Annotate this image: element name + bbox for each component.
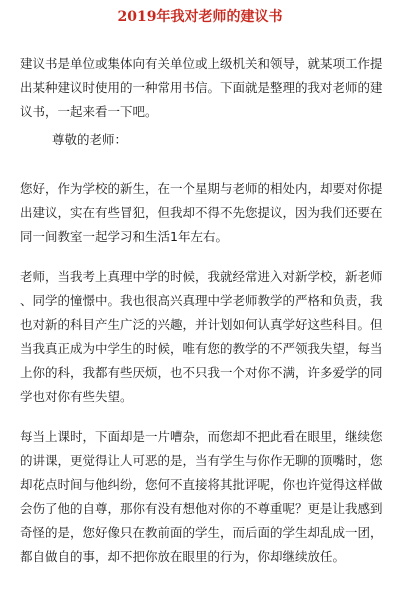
text-line: 您好，作为学校的新生，在一个星期与老师的相处内，却要对你提: [20, 181, 383, 196]
text-line: 出某种建议时使用的一种常用书信。下面就是整理的我对老师的建: [20, 80, 383, 95]
text-line: 、同学的憧憬中。我也很高兴真理中学老师教学的严格和负责，我: [20, 293, 383, 308]
text-line: 的讲课，更觉得让人可恶的是，当有学生与你作无聊的顶嘴时，您: [20, 453, 383, 468]
text-line: 每当上课时，下面却是一片嘈杂，而您却不把此看在眼里，继续您: [20, 429, 383, 444]
text-line: 老师，当我考上真理中学的时候，我就经常进入对新学校，新老师: [20, 269, 383, 284]
text-line: 尊敬的老师：: [52, 132, 128, 147]
text-line: 出建议，实在有些冒犯，但我却不得不先您提议，因为我们还要在: [20, 205, 383, 220]
text-line: 会伤了他的自尊，那你有没有想他对你的不尊重呢？更是让我感到: [20, 501, 383, 516]
text-line: 同一间教室一起学习和生活1年左右。: [20, 229, 228, 244]
text-line: 却花点时间与他纠纷，您何不直接将其批评呢，你也许觉得这样做: [20, 477, 383, 492]
text-line: 也对新的科目产生广泛的兴趣，并计划如何认真学好这些科目。但: [20, 317, 383, 332]
text-line: 学也对你有些失望。: [20, 389, 133, 404]
body-paragraph-3: [20, 425, 382, 569]
document-title: 2019年我对老师的建议书: [117, 9, 283, 25]
text-line: 都自做自的事，却不把你放在眼里的行为，你却继续放任。: [20, 549, 346, 564]
body-paragraph-1: [20, 177, 382, 249]
text-line: 当我真正成为中学生的时候，唯有您的教学的不严领我失望，每当: [20, 341, 383, 356]
text-line: 奇怪的是，您好像只在教前面的学生，而后面的学生却乱成一团，: [20, 525, 383, 540]
body-paragraph-2: [20, 265, 382, 409]
text-line: 上你的科，我都有些厌烦，也不只我一个对你不满，许多爱学的同: [20, 365, 383, 380]
text-line: 议书，一起来看一下吧。: [20, 104, 158, 119]
intro-paragraph: [20, 52, 382, 124]
text-line: 建议书是单位或集体向有关单位或上级机关和领导，就某项工作提: [20, 56, 383, 71]
salutation: [52, 128, 400, 152]
